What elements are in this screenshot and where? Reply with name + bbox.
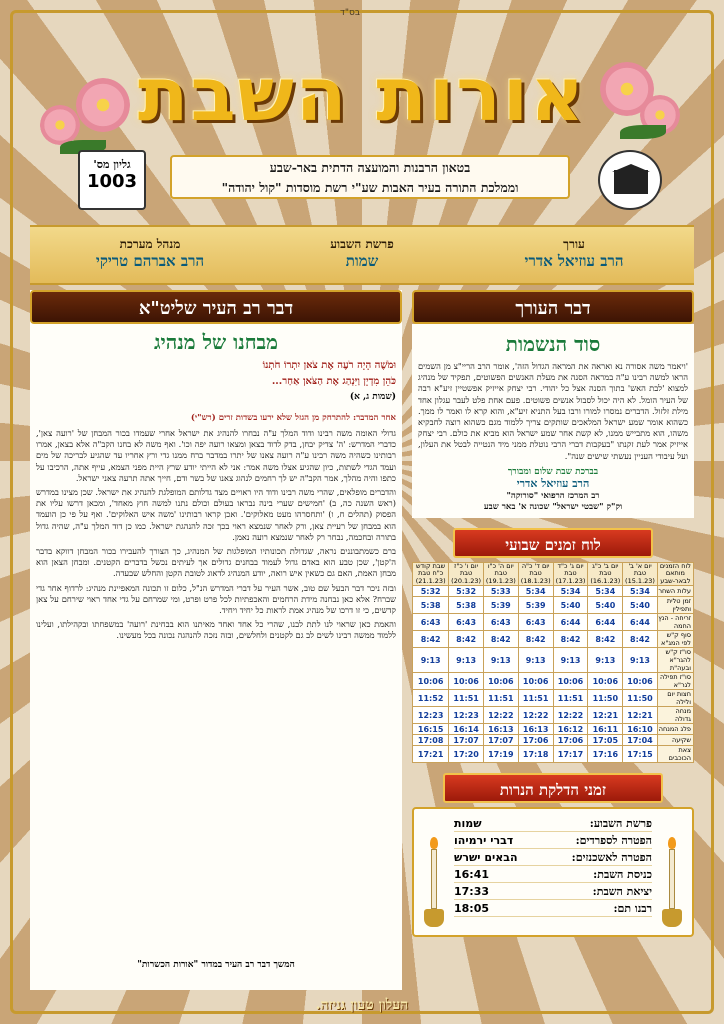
rav-paragraph: גדולי האומה משה רבינו ודוד המלך ע"ה נבחרו להנהיג את ישראל אחרי שעמדו בכור המבחן של 'רועה צאן', כדברי המדרש: 'ה' צדיק יבחן, בדק לדוד בצאן ומצאו רועה יפה וכו'. ואף משה לא בחנו הקב"ה אלא בצאן, אמרו רבותינו כשהיה משה רבינו ע"ה רועה צאנו של יתרו במדבר ברח ממנו גדי ורץ אחריו עד שהגיע לבריכה של מים ועמד הגדי לשתות, כיון שהגיע אצלו משה אמר: אני לא הייתי יודע שרץ היית מפני הצמא, עייף אתה, הרכיבו על כתפו והיה מהלך, אמר הקב"ה יש לך רחמים לנהוג צאנו של בשר ודם, חייך אתה תרעה צאני ישראל.: [36, 428, 396, 483]
times-cell: 5:33: [483, 586, 518, 597]
times-cell: 6:43: [413, 614, 449, 631]
rav-commentary: אחר המדבר: להתרחק מן הגזל שלא ירעו בשדות זרים (רש"י): [190, 413, 396, 423]
rav-verse-text: כֹּהֵן מִדְיָן וַיִּנְהַג אֶת הַצֹּאן אַחַר...: [271, 376, 396, 387]
times-row: [413, 631, 694, 648]
masthead-subtitle: [170, 155, 570, 199]
times-cell: 12:23: [449, 707, 484, 724]
candle-row-value: הבאים ישרש: [454, 851, 518, 865]
times-cell: 9:13: [553, 648, 588, 673]
candle-row: [454, 849, 652, 866]
issue-box: [78, 150, 146, 210]
times-col-header: יום ה' כ"ו טבת (19.1.23): [483, 562, 518, 586]
times-cell: 12:22: [518, 707, 553, 724]
times-cell: 12:22: [483, 707, 518, 724]
rav-banner: דבר רב העיר שליט"א: [30, 290, 402, 324]
blessing-greeting: בברכת שבת שלום ומבורך: [507, 466, 599, 477]
leaf-icon: [620, 125, 666, 139]
times-cell: 10:06: [588, 673, 623, 690]
times-row-label: סו"ז ק"ש להגר"א ובעה"ת: [657, 648, 693, 673]
times-cell: 16:14: [449, 724, 484, 735]
editor-column: [412, 290, 694, 990]
candle-row-label: יציאת השבת:: [592, 885, 652, 899]
candle-row-label: פרשת השבוע:: [589, 817, 652, 831]
editor-credit: [474, 237, 674, 271]
times-cell: 17:08: [413, 735, 449, 746]
times-cell: 9:13: [449, 648, 484, 673]
times-cell: 10:06: [413, 673, 449, 690]
times-cell: 10:06: [623, 673, 658, 690]
subtitle-line2: וממלכת התורה בעיר האבות שע"י רשת מוסדות "קול יהודה": [221, 180, 519, 195]
times-cell: 17:04: [623, 735, 658, 746]
times-cell: 6:44: [623, 614, 658, 631]
times-cell: 16:15: [413, 724, 449, 735]
issue-label: גליון מס': [93, 158, 131, 171]
times-cell: 11:51: [449, 690, 484, 707]
editor-blessing: [418, 466, 688, 512]
flower-icon: [40, 105, 80, 145]
times-cell: 11:50: [588, 690, 623, 707]
times-cell: 6:43: [449, 614, 484, 631]
weekly-times-title: לוח זמנים שבועי: [453, 528, 653, 558]
rav-verse-line1: וּמֹשֶׁה הָיָה רֹעֶה אֶת צֹאן יִתְרוֹ חֹתְנוֹ: [262, 360, 396, 371]
candle-row: [454, 832, 652, 849]
director-credit: [50, 237, 250, 271]
times-cell: 11:51: [518, 690, 553, 707]
times-cell: 8:42: [553, 631, 588, 648]
times-cell: 8:42: [588, 631, 623, 648]
rav-verse-line2: [36, 375, 396, 389]
rav-column: [30, 290, 402, 990]
times-cell: 5:32: [413, 586, 449, 597]
times-cell: 6:44: [588, 614, 623, 631]
times-col-header: יום ד' כ"ה טבת (18.1.23): [518, 562, 553, 586]
times-row-label: צאת הכוכבים: [657, 746, 693, 763]
times-cell: 12:22: [553, 707, 588, 724]
times-cell: 16:11: [588, 724, 623, 735]
times-cell: 5:39: [483, 597, 518, 614]
masthead-title: אורות השבת: [137, 52, 587, 138]
blessing-name: הרב עוזיאל אדרי: [516, 476, 590, 490]
times-row-label: סו"ז תפילה לגר"א: [657, 673, 693, 690]
times-cell: 8:42: [518, 631, 553, 648]
times-row: [413, 597, 694, 614]
times-row-label: זריחה - הנץ החמה: [657, 614, 693, 631]
times-cell: 5:39: [518, 597, 553, 614]
times-cell: 11:52: [413, 690, 449, 707]
editor-article: [412, 324, 694, 518]
times-row: [413, 746, 694, 763]
times-header-row: [413, 562, 694, 586]
rav-paragraph: ברם כשמתבוננים נראה, שגדולת תכונותיו המופלגות של המנהיג, כך הצורך להעבירו בכור המבחן דווקא בדבר ה'קטן', שכן טבע הוא באדם גדול לעמוד בבחנים גדולים אך לעיתים נכשל בדברים הקטנים. ומבחן הצאן הוא מבחן האמת, האם גם כשאין איש רואה, יודע המנהיג לדאוג לטובת הקטן והחלש שבעדה.: [36, 546, 396, 579]
times-row-header: לוח הזמנים מותאם לבאר-שבע: [657, 562, 693, 586]
times-cell: 10:06: [449, 673, 484, 690]
logo-building-icon: [614, 170, 648, 194]
times-cell: 16:13: [483, 724, 518, 735]
editor-role: עורך: [563, 237, 585, 251]
times-row: [413, 586, 694, 597]
times-cell: 17:06: [518, 735, 553, 746]
times-cell: 5:38: [449, 597, 484, 614]
times-cell: 5:34: [518, 586, 553, 597]
times-row: [413, 724, 694, 735]
candle-icon: [662, 837, 682, 929]
times-cell: 17:07: [449, 735, 484, 746]
candle-row-value: דברי ירמיהו: [454, 834, 514, 848]
times-row-label: זמן טלית ותפילין: [657, 597, 693, 614]
times-cell: 17:18: [518, 746, 553, 763]
times-body: [413, 586, 694, 763]
times-cell: 8:42: [413, 631, 449, 648]
candle-rows: [454, 815, 652, 917]
times-col-header: שבת קודש כ"ח טבת (21.1.23): [413, 562, 449, 586]
editor-paragraph: 'ויאמר משה אסורה נא ואראה את המראה הגדול הזה', אומר הרב הריי"צ מן השמים הראו למשה רבינו ע"ה במראה הסנה את מעלת האנשים הפשוטים, תפקיד של מנהיג למצוא 'לבת האש' בתוך הסנה אצל כל יהודי. רבי יצחק אייזיק אפשטיין זיע"א רבה של העיר הומל. לא היה יכול לסבול אנשים פשוטים. פעם אחת פלט לעבר עגלון אחד מילת זלזול. הדברים נמסרו למורו ורבו בעל התניא זיע"א, והוא קרא לו ואמר לו ממך. כשהוא אומר שמע ישראל המלאכים שותקים צריך ללמוד מגם כשהוא רוצה לחבקיא משהו, הוא מתבייש ממנו, לא קשת אחר שמע ישראל הוא מביא את כולם. רבי יצחק אייזיק אמר לעת זקנתו "בעקבות דברי הרבי נוטלת ממני מיד הנטייה לבטל את העלון, ועל עיבודי העניין נעשתי שישים שנה".: [418, 361, 688, 461]
times-cell: 8:42: [449, 631, 484, 648]
weekly-times-table: [412, 562, 694, 764]
times-cell: 17:06: [553, 735, 588, 746]
footer-note: העלון טעון גניזה.: [315, 997, 409, 1013]
rav-paragraph: והאמת כאן שראוי לנו לתת לבנו, שהרי כל אחד ואחד מאיתנו הוא בבחינת 'רועה' במשפחתו ובקהילתו, ועלינו ללמוד ממשה רבינו לשים לב גם לקטנים ולחלשים, ובזה נזכה להנהגה נכונה בכל מעשינו.: [36, 619, 396, 641]
times-cell: 5:38: [413, 597, 449, 614]
rav-article-title: מבחנו של מנהיג: [153, 330, 279, 354]
times-cell: 10:06: [483, 673, 518, 690]
blessing-title-line2: וק"ק "שבטי ישראל" שכונה א' באר שבע: [483, 501, 623, 512]
times-cell: 10:06: [518, 673, 553, 690]
candle-row-value: 16:41: [454, 868, 490, 882]
times-cell: 16:13: [518, 724, 553, 735]
times-cell: 17:15: [623, 746, 658, 763]
candle-icon: [424, 837, 444, 929]
candle-row: [454, 815, 652, 832]
times-cell: 5:34: [623, 586, 658, 597]
times-cell: 9:13: [623, 648, 658, 673]
times-cell: 17:07: [483, 735, 518, 746]
times-row-label: פלג המנחה: [657, 724, 693, 735]
times-row-label: שקיעה: [657, 735, 693, 746]
candle-lighting-box: [412, 807, 694, 937]
editor-banner: דבר העורך: [412, 290, 694, 324]
times-cell: 16:10: [623, 724, 658, 735]
candle-row: [454, 883, 652, 900]
candle-row: [454, 900, 652, 917]
times-row: [413, 673, 694, 690]
times-cell: 6:43: [518, 614, 553, 631]
times-col-header: יום א' ב' טבת (15.1.23): [623, 562, 658, 586]
times-row: [413, 614, 694, 631]
times-row: [413, 690, 694, 707]
times-cell: 10:06: [553, 673, 588, 690]
times-cell: 9:13: [483, 648, 518, 673]
parasha-credit: [262, 237, 462, 271]
times-cell: 11:51: [483, 690, 518, 707]
times-cell: 11:50: [623, 690, 658, 707]
candle-lighting-title: זמני הדלקת הנרות: [443, 773, 663, 803]
times-cell: 6:43: [483, 614, 518, 631]
times-cell: 5:40: [623, 597, 658, 614]
times-cell: 9:13: [588, 648, 623, 673]
candle-row-value: 17:33: [454, 885, 490, 899]
candle-row-value: שמות: [454, 817, 482, 831]
staff-bar: [30, 225, 694, 285]
director-role: מנהל מערכת: [119, 237, 181, 251]
candle-row-value: 18:05: [454, 902, 490, 916]
rav-paragraph: ובזה ניכר דבר הבעל שם טוב, אשר העיר על דברי המדרש הנ"ל, כלום זו תכונה המאפיינת מנהיג: לרדוף אחר גדי שברח? אלא כאן נבחנה מידת הרחמים והאכפתיות לכל פרט ופרט, ומי שמרחם על גדי אחד ראוי שירחם על צאן קדשים, כי זו דרכו של מנהיג אמת לראות כל יחיד ויחיד.: [36, 582, 396, 616]
editor-article-title: סוד הנשמות: [505, 332, 601, 356]
times-row: [413, 707, 694, 724]
times-cell: 17:21: [413, 746, 449, 763]
times-row: [413, 648, 694, 673]
issue-number: 1003: [86, 171, 138, 192]
times-cell: 9:13: [413, 648, 449, 673]
times-cell: 17:20: [449, 746, 484, 763]
times-cell: 17:05: [588, 735, 623, 746]
times-cell: 9:13: [518, 648, 553, 673]
candle-row-label: הפטרה לספרדים:: [575, 834, 652, 848]
times-cell: 5:34: [553, 586, 588, 597]
times-cell: 8:42: [483, 631, 518, 648]
candle-row: [454, 866, 652, 883]
director-name: הרב אברהם טריקי: [95, 252, 205, 270]
times-row-label: חצות יום ולילה: [657, 690, 693, 707]
times-cell: 5:40: [588, 597, 623, 614]
bsd-mark: בס"ד: [340, 8, 361, 18]
blessing-title-line1: רב המרכז הרפואי "סורוקה": [506, 490, 600, 501]
subtitle-line1: בטאון הרבנות והמועצה הדתית באר-שבע: [269, 160, 471, 175]
times-row-label: מנחה גדולה: [657, 707, 693, 724]
times-col-header: יום ו' כ"ז טבת (20.1.23): [449, 562, 484, 586]
times-cell: 17:19: [483, 746, 518, 763]
editor-name: הרב עוזיאל אדרי: [524, 252, 624, 270]
candle-row-label: כניסת השבת:: [593, 868, 652, 882]
times-cell: 6:44: [553, 614, 588, 631]
candle-row-label: הפטרה לאשכנזים:: [571, 851, 652, 865]
rav-paragraph: והדברים מופלאים, שהרי משה רבינו ודוד היו ראויים מצד גדלותם המופלגת להנהיג את ישראל. שכן מצינו במדרש (ראש השנה כה, ב) 'חמישים שערי בינה נבראו בעולם וכולם נתנו למשה חוץ מאחד', ומכאן דרשו עליו את הפסוק (תהלים ח, ו) 'ותחסרהו מעט מאלוקים'. ואכן קראו רבותינו 'משה איש האלוקים'. ואף על פי כן הועמד הוא במבחן של רעיית צאן, ורק לאחר שנמצא ראוי בכך זכה להנהגת ישראל. כמו כן דוד המלך ע"ה, שהיה גדול בתורה ובחכמה, נבחר רק לאחר שנמצא רועה נאמן.: [36, 487, 396, 542]
parasha-label: פרשת השבוע: [330, 237, 394, 251]
times-cell: 11:51: [553, 690, 588, 707]
candle-row-label: רבנו תם:: [613, 902, 652, 916]
times-cell: 12:23: [413, 707, 449, 724]
kol-yehuda-logo: [598, 150, 662, 210]
times-cell: 17:17: [553, 746, 588, 763]
times-row-label: עלות השחר: [657, 586, 693, 597]
times-cell: 12:21: [588, 707, 623, 724]
times-col-header: יום ג' כ"ד טבת (17.1.23): [553, 562, 588, 586]
times-row-label: סוף ק"ש לפי המג"א: [657, 631, 693, 648]
times-cell: 8:42: [623, 631, 658, 648]
times-cell: 17:16: [588, 746, 623, 763]
rav-continued-note: המשך דבר רב העיר במדור "אורות הכשרות": [137, 960, 295, 970]
times-cell: 5:32: [449, 586, 484, 597]
times-row: [413, 735, 694, 746]
parasha-name: שמות: [345, 252, 379, 270]
times-cell: 5:34: [588, 586, 623, 597]
times-cell: 16:12: [553, 724, 588, 735]
times-col-header: יום ב' כ"ג טבת (16.1.23): [588, 562, 623, 586]
times-cell: 12:21: [623, 707, 658, 724]
times-cell: 5:40: [553, 597, 588, 614]
rav-verse-source: (שמות ג, א): [349, 392, 396, 402]
